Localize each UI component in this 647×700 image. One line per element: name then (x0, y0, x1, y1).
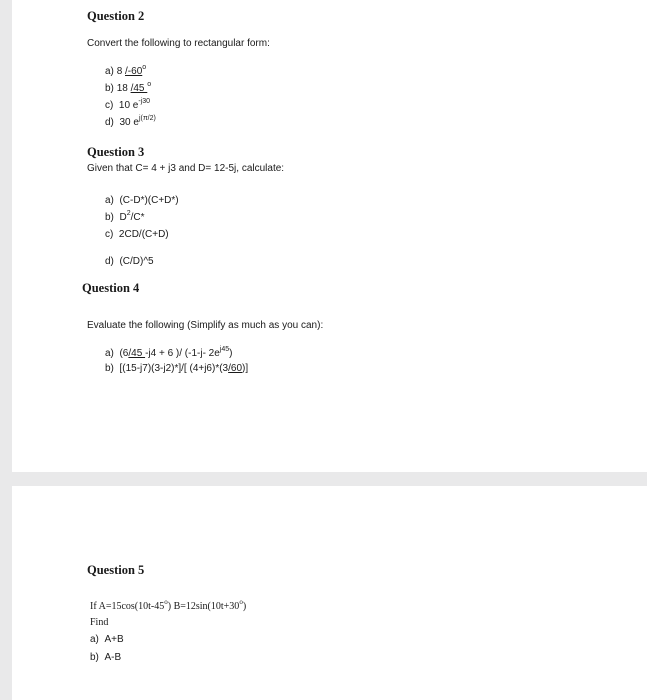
question-4-heading: Question 4 (82, 281, 140, 295)
question-3-heading: Question 3 (87, 145, 145, 159)
question-3-prompt: Given that C= 4 + j3 and D= 12-5j, calculate: (87, 163, 285, 174)
question-5-find: Find (90, 617, 109, 628)
list-item: c) 10 $e^{-j30}$ (105, 98, 151, 111)
list-item: a) A+B (90, 634, 124, 645)
list-item: c) 2CD/(C+D) (105, 229, 169, 240)
question-5-given: If $A=15\cos(10t-45^o)$ $B=12\sin(10t+30^o)$ (90, 598, 247, 612)
list-item: b) $D^2/C*$ (105, 210, 145, 223)
list-item: a) (C-D*)(C+D*) (105, 195, 179, 206)
page-1 (12, 0, 647, 472)
list-item: b) [(15-j7)(3-j2)*]/[ (4+j6)*(3/60)] (105, 363, 249, 374)
list-item: d) 30 $e^{j(\pi/2)}$ (105, 115, 156, 128)
question-2-heading: Question 2 (87, 9, 145, 23)
question-5-heading: Question 5 (87, 563, 145, 577)
list-item: a) 8 /-60$^o$ (105, 64, 147, 77)
question-2-prompt: Convert the following to rectangular form: (87, 38, 270, 49)
question-4-prompt: Evaluate the following (Simplify as much as you can): (87, 320, 324, 331)
list-item: b) 18 /45 $^o$ (105, 81, 152, 94)
list-item: b) A-B (90, 652, 122, 663)
list-item: d) (C/D)^5 (105, 256, 154, 267)
page-2 (12, 486, 647, 700)
list-item: a) (6/45 -j4 + 6 )/ (-1-j- $2e^{j45}$) (105, 346, 233, 359)
